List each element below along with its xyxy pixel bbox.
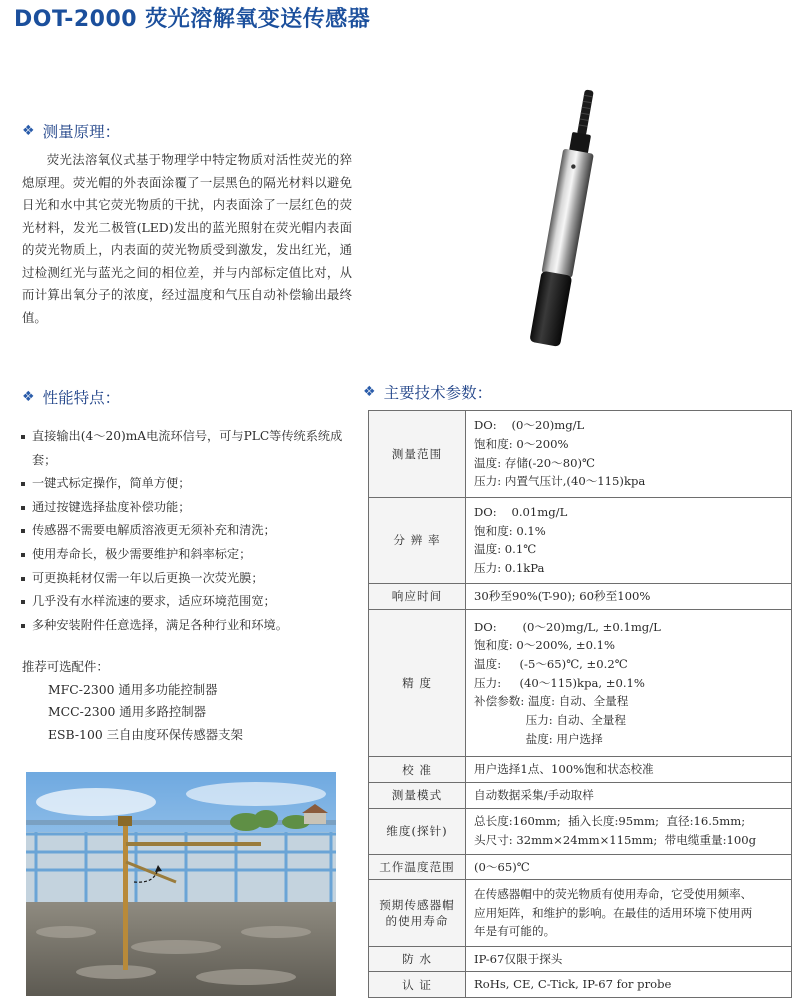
spec-value	[466, 609, 792, 756]
spec-line: 压力: 内置气压计,(40～115)kpa	[474, 474, 646, 489]
feature-item: 传感器不需要电解质溶液更无须补充和清洗；	[20, 519, 355, 543]
spec-label: 测量模式	[369, 782, 466, 808]
spec-line: 年是有可能的。	[474, 924, 556, 939]
spec-label: 防 水	[369, 946, 466, 972]
feature-item: 一键式标定操作，简单方便；	[20, 472, 355, 496]
spec-line: 温度: 存储(-20～80)℃	[474, 455, 595, 470]
spec-value	[466, 854, 792, 880]
spec-line: 饱和度: 0.1%	[474, 523, 546, 538]
spec-line: 在传感器帽中的荧光物质有使用寿命，它受使用频率、	[474, 886, 753, 901]
spec-line: 用户选择1点、100%饱和状态校准	[474, 762, 654, 777]
feature-item: 使用寿命长，极少需要维护和斜率标定；	[20, 543, 355, 567]
spec-line: 压力: 0.1kPa	[474, 561, 545, 576]
spec-table	[368, 410, 792, 998]
features-heading	[22, 386, 120, 408]
spec-value	[466, 808, 792, 854]
accessory-item: MCC-2300 通用多路控制器	[48, 704, 207, 719]
spec-line: 压力: (40～115)kpa, ±0.1%	[474, 675, 645, 690]
spec-label: 维度(探针)	[369, 808, 466, 854]
table-row	[369, 609, 792, 756]
spec-line: DO: (0～20)mg/L	[474, 418, 585, 433]
diamond-bullet-icon: ❖	[22, 389, 35, 405]
spec-value	[466, 972, 792, 998]
page-title: DOT-2000 荧光溶解氧变送传感器	[14, 7, 371, 32]
principle-heading-text: 测量原理：	[42, 123, 121, 141]
feature-item: 多种安装附件任意选择，满足各种行业和环境。	[20, 614, 355, 638]
principle-heading	[22, 120, 120, 142]
accessories-heading: 推荐可选配件：	[22, 659, 109, 674]
spec-line: DO: 0.01mg/L	[474, 504, 568, 519]
spec-line: 饱和度: 0～200%	[474, 437, 569, 452]
probe-image	[508, 84, 608, 349]
spec-line: RoHs, CE, C-Tick, IP-67 for probe	[474, 977, 672, 992]
spec-line: 温度: (-5～65)℃, ±0.2℃	[474, 656, 628, 671]
spec-line: 补偿参数: 温度: 自动、全量程	[474, 694, 629, 709]
spec-line: 头尺寸: 32mm×24mm×115mm; 带电缆重量:100g	[474, 833, 757, 848]
spec-line: 30秒至90%(T-90); 60秒至100%	[474, 589, 651, 604]
features-heading-text: 性能特点：	[42, 389, 121, 407]
installation-photo	[26, 772, 336, 996]
spec-line: 总长度:160mm; 插入长度:95mm; 直径:16.5mm;	[474, 814, 746, 829]
table-row	[369, 972, 792, 998]
table-row	[369, 808, 792, 854]
spec-value	[466, 946, 792, 972]
spec-line: 应用矩阵，和维护的影响。在最佳的适用环境下使用两	[474, 905, 753, 920]
spec-line: 自动数据采集/手动取样	[474, 787, 594, 802]
spec-label: 精 度	[369, 609, 466, 756]
spec-value	[466, 757, 792, 783]
table-row	[369, 880, 792, 946]
table-row	[369, 584, 792, 610]
table-row	[369, 782, 792, 808]
feature-item: 可更换耗材仅需一年以后更换一次荧光膜；	[20, 567, 355, 591]
accessory-item: MFC-2300 通用多功能控制器	[48, 681, 218, 697]
specs-heading-text: 主要技术参数：	[383, 384, 493, 402]
feature-item: 通过按键选择盐度补偿功能；	[20, 496, 355, 520]
principle-paragraph: 荧光法溶氧仪式基于物理学中特定物质对活性荧光的猝熄原理。荧光帽的外表面涂覆了一层黑色的隔光材料以避免日光和水中其它荧光物质的干扰，内表面涂了一层红色的荧光材料，发光二极管(LED)发出的蓝光照射在荧光帽内表面的荧光物质上，内表面的荧光物质受到激发，发出红光，通过检测红光与蓝光之间的相位差，并与内部标定值比对，从而计算出氧分子的浓度，经过温度和气压自动补偿输出最终值。	[22, 152, 352, 325]
spec-value	[466, 584, 792, 610]
accessory-item: ESB-100 三自由度环保传感器支架	[48, 726, 243, 742]
table-row	[369, 946, 792, 972]
spec-line: 饱和度: 0～200%, ±0.1%	[474, 638, 616, 653]
spec-label: 校 准	[369, 757, 466, 783]
diamond-bullet-icon: ❖	[363, 384, 376, 400]
specs-heading	[363, 381, 492, 403]
spec-value	[466, 880, 792, 946]
spec-value	[466, 411, 792, 498]
spec-label: 分 辨 率	[369, 497, 466, 584]
spec-line: 压力: 自动、全量程	[474, 713, 626, 728]
table-row	[369, 854, 792, 880]
spec-label: 预期传感器帽的使用寿命	[369, 880, 466, 946]
feature-item: 几乎没有水样流速的要求，适应环境范围宽；	[20, 590, 355, 614]
spec-line: 温度: 0.1℃	[474, 542, 537, 557]
spec-label: 测量范围	[369, 411, 466, 498]
spec-label: 认 证	[369, 972, 466, 998]
feature-item: 直接输出(4～20)mA电流环信号，可与PLC等传统系统成套；	[20, 425, 355, 472]
spec-line: (0～65)℃	[474, 859, 530, 874]
table-row	[369, 757, 792, 783]
spec-line: IP-67仅限于探头	[474, 951, 563, 966]
spec-line: 盐度: 用户选择	[474, 731, 603, 746]
spec-label: 响应时间	[369, 584, 466, 610]
spec-value	[466, 782, 792, 808]
spec-label: 工作温度范围	[369, 854, 466, 880]
diamond-bullet-icon: ❖	[22, 123, 35, 139]
table-row	[369, 497, 792, 584]
accessories-block	[22, 656, 352, 746]
features-list	[20, 425, 355, 637]
spec-value	[466, 497, 792, 584]
spec-line: DO: (0～20)mg/L, ±0.1mg/L	[474, 619, 661, 634]
table-row	[369, 411, 792, 498]
